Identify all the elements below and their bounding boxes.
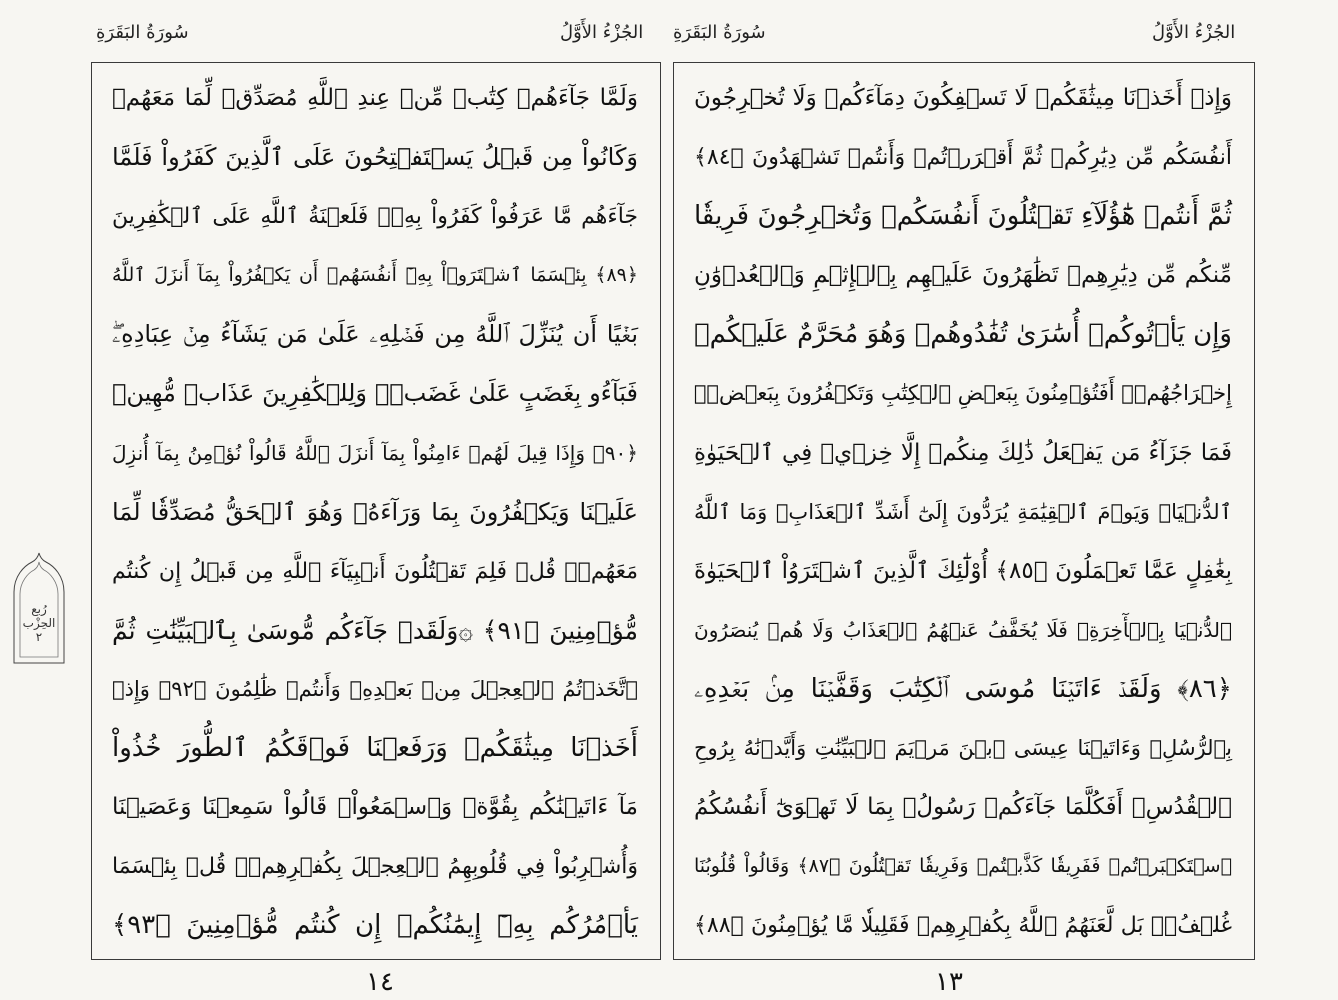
text-line: فَبَآءُو بِغَضَبٍ عَلَىٰ غَضَبٖۚ وَلِلۡكَٰفِرِينَ عَذَابٞ مُّهِينٞ — [112, 379, 638, 408]
text-line: إِخۡرَاجُهُمۡۚ أَفَتُؤۡمِنُونَ بِبَعۡضِ ٱلۡكِتَٰبِ وَتَكۡفُرُونَ بِبَعۡضٖۚ — [693, 381, 1232, 406]
hizb-label-line1: رُبع — [31, 602, 47, 616]
text-line: فَمَا جَزَآءُ مَن يَفۡعَلُ ذَٰلِكَ مِنكُمۡ إِلَّا خِزۡيٞ فِي ٱلۡحَيَوٰةِ — [694, 439, 1232, 466]
text-line: ٱلۡقُدُسِۗ أَفَكُلَّمَا جَآءَكُمۡ رَسُولُۢ بِمَا لَا تَهۡوَىٰٓ أَنفُسُكُمُ — [694, 794, 1232, 821]
text-line: ﴿٨٩﴾ بِئۡسَمَا ٱشۡتَرَوۡاْ بِهِۦٓ أَنفُسَهُمۡ أَن يَكۡفُرُواْ بِمَآ أَنزَلَ ٱللَّهُ — [112, 264, 638, 287]
text-line: يَأۡمُرُكُم بِهِۦٓ إِيمَٰنُكُمۡ إِن كُنتُم مُّؤۡمِنِينَ ﴿٩٣﴾ — [112, 910, 638, 941]
left-text-frame — [91, 62, 661, 960]
hizb-label-line2: الحِزْب — [22, 616, 56, 630]
hizb-label — [10, 602, 68, 644]
right-header-juz: الجُزْءُ الأَوَّلُ — [1152, 22, 1236, 43]
text-line: ٱلدُّنۡيَاۖ وَيَوۡمَ ٱلۡقِيَٰمَةِ يُرَدُّونَ إِلَىٰٓ أَشَدِّ ٱلۡعَذَابِۗ وَمَا ٱللَّهُ — [694, 499, 1232, 524]
text-line: وَإِذۡ أَخَذۡنَا مِيثَٰقَكُمۡ لَا تَسۡفِكُونَ دِمَآءَكُمۡ وَلَا تُخۡرِجُونَ — [694, 85, 1232, 111]
hizb-marker — [10, 552, 68, 664]
text-line: أَخَذۡنَا مِيثَٰقَكُمۡ وَرَفَعۡنَا فَوۡقَكُمُ ٱلطُّورَ خُذُواْ — [112, 733, 638, 764]
text-line: ثُمَّ أَنتُمۡ هَٰٓؤُلَآءِ تَقۡتُلُونَ أَنفُسَكُمۡ وَتُخۡرِجُونَ فَرِيقٗا — [694, 201, 1232, 232]
text-line: وَأُشۡرِبُواْ فِي قُلُوبِهِمُ ٱلۡعِجۡلَ بِكُفۡرِهِمۡۚ قُلۡ بِئۡسَمَا — [112, 854, 638, 880]
text-line: بَغۡيًا أَن يُنَزِّلَ ٱللَّهُ مِن فَضۡلِهِۦ عَلَىٰ مَن يَشَآءُ مِنۡ عِبَادِهِۦۖ — [112, 320, 638, 349]
text-line: أَنفُسَكُم مِّن دِيَٰرِكُمۡ ثُمَّ أَقۡرَرۡتُمۡ وَأَنتُمۡ تَشۡهَدُونَ ﴿٨٤﴾ — [694, 145, 1232, 171]
left-header-surah: سُورَةُ البَقَرَةِ — [96, 22, 189, 43]
text-line: بِٱلرُّسُلِۖ وَءَاتَيۡنَا عِيسَى ٱبۡنَ مَرۡيَمَ ٱلۡبَيِّنَٰتِ وَأَيَّدۡنَٰهُ بِرُوحِ — [694, 736, 1232, 761]
text-line: وَكَانُواْ مِن قَبۡلُ يَسۡتَفۡتِحُونَ عَلَى ٱلَّذِينَ كَفَرُواْ فَلَمَّا — [112, 143, 638, 172]
right-text-lines — [674, 69, 1254, 953]
text-line: ٱتَّخَذۡتُمُ ٱلۡعِجۡلَ مِنۢ بَعۡدِهِۦ وَأَنتُمۡ ظَٰلِمُونَ ﴿٩٢﴾ وَإِذۡ — [112, 676, 638, 701]
text-line: جَآءَهُم مَّا عَرَفُواْ كَفَرُواْ بِهِۦۚ فَلَعۡنَةُ ٱللَّهِ عَلَى ٱلۡكَٰفِرِينَ — [112, 204, 638, 230]
text-line: غُلۡفُۢۚ بَل لَّعَنَهُمُ ٱللَّهُ بِكُفۡرِهِمۡ فَقَلِيلٗا مَّا يُؤۡمِنُونَ ﴿٨٨﴾ — [694, 913, 1232, 939]
left-header-juz: الجُزْءُ الأَوَّلُ — [560, 22, 644, 43]
text-line: وَلَمَّا جَآءَهُمۡ كِتَٰبٞ مِّنۡ عِندِ ٱللَّهِ مُصَدِّقٞ لِّمَا مَعَهُمۡ — [112, 85, 638, 111]
left-page-number: ١٤ — [366, 967, 394, 997]
right-page-number: ١٣ — [935, 967, 963, 997]
text-line: مَآ ءَاتَيۡنَٰكُم بِقُوَّةٖ وَٱسۡمَعُواْۖ قَالُواْ سَمِعۡنَا وَعَصَيۡنَا — [112, 794, 638, 821]
text-line: ﴿٩٠﴾ وَإِذَا قِيلَ لَهُمۡ ءَامِنُواْ بِمَآ أَنزَلَ ٱللَّهُ قَالُواْ نُؤۡمِنُ بِمَآ أُنزِلَ — [112, 440, 638, 465]
right-page — [669, 0, 1338, 1000]
text-line: ﴿٨٦﴾ وَلَقَدۡ ءَاتَيۡنَا مُوسَى ٱلۡكِتَٰبَ وَقَفَّيۡنَا مِنۢ بَعۡدِهِۦ — [694, 673, 1232, 704]
right-header-surah: سُورَةُ البَقَرَةِ — [673, 22, 766, 43]
right-text-frame — [673, 62, 1255, 960]
text-line: ٱلدُّنۡيَا بِٱلۡأٓخِرَةِۖ فَلَا يُخَفَّفُ عَنۡهُمُ ٱلۡعَذَابُ وَلَا هُمۡ يُنصَرُونَ — [694, 617, 1232, 642]
text-line: ٱسۡتَكۡبَرۡتُمۡ فَفَرِيقٗا كَذَّبۡتُمۡ وَفَرِيقٗا تَقۡتُلُونَ ﴿٨٧﴾ وَقَالُواْ قُلُوبُنَا — [694, 855, 1232, 878]
left-text-lines — [92, 69, 660, 953]
text-line: مَعَهُمۡۗ قُلۡ فَلِمَ تَقۡتُلُونَ أَنۢبِيَآءَ ٱللَّهِ مِن قَبۡلُ إِن كُنتُم — [112, 558, 638, 584]
text-line: مُّؤۡمِنِينَ ﴿٩١﴾ ۞وَلَقَدۡ جَآءَكُم مُّوسَىٰ بِٱلۡبَيِّنَٰتِ ثُمَّ — [112, 615, 638, 645]
text-line: عَلَيۡنَا وَيَكۡفُرُونَ بِمَا وَرَآءَهُۥ وَهُوَ ٱلۡحَقُّ مُصَدِّقٗا لِّمَا — [112, 497, 638, 526]
text-line: مِّنكُم مِّن دِيَٰرِهِمۡ تَظَٰهَرُونَ عَلَيۡهِم بِٱلۡإِثۡمِ وَٱلۡعُدۡوَٰنِ — [694, 262, 1232, 289]
hizb-label-line3: ٢ — [35, 630, 43, 644]
text-line: بِغَٰفِلٍ عَمَّا تَعۡمَلُونَ ﴿٨٥﴾ أُوْلَٰٓئِكَ ٱلَّذِينَ ٱشۡتَرَوُاْ ٱلۡحَيَوٰةَ — [694, 557, 1233, 584]
text-line: وَإِن يَأۡتُوكُمۡ أُسَٰرَىٰ تُفَٰدُوهُمۡ وَهُوَ مُحَرَّمٌ عَلَيۡكُمۡ — [694, 319, 1232, 350]
